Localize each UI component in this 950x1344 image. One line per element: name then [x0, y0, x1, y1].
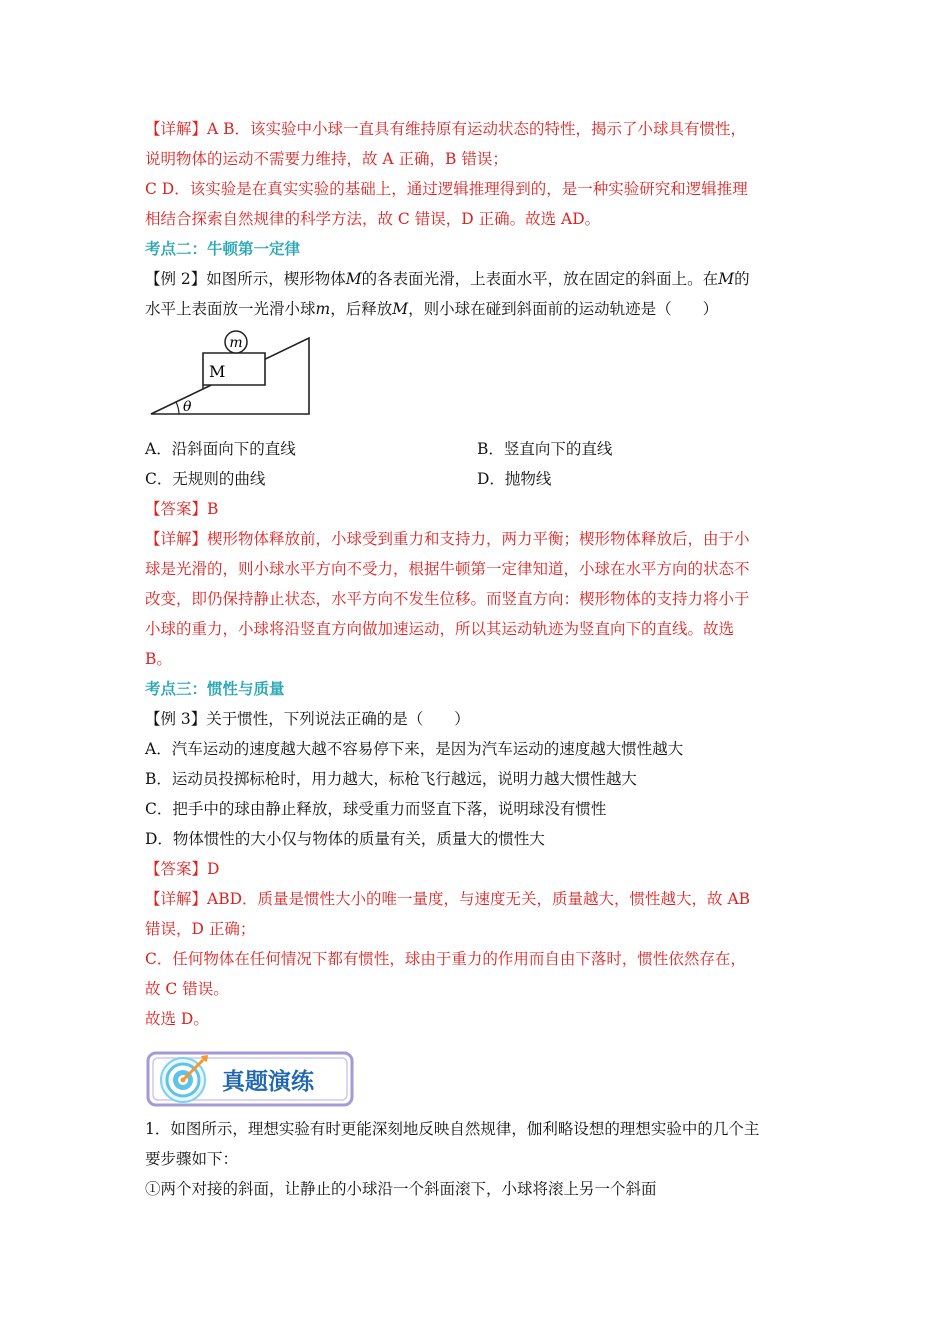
solution-line: 小球的重力，小球将沿竖直方向做加速运动，所以其运动轨迹为竖直向下的直线。故选 — [145, 620, 735, 638]
question-1-line: 1．如图所示，理想实验有时更能深刻地反映自然规律，伽利略设想的理想实验中的几个主 — [145, 1120, 760, 1138]
solution-line: 故选 D。 — [145, 1010, 209, 1028]
solution-line: C D．该实验是在真实实验的基础上，通过逻辑推理得到的，是一种实验研究和逻辑推理 — [145, 180, 748, 198]
angle-label: θ — [183, 399, 192, 415]
solution-line: 故 C 错误。 — [145, 980, 229, 998]
option-d: D．抛物线 — [477, 470, 552, 488]
angle-arc — [176, 402, 179, 414]
example-3-question: 【例 3】关于惯性，下列说法正确的是（ ） — [145, 710, 470, 728]
option-a: A．沿斜面向下的直线 — [145, 440, 296, 458]
ball-label: m — [229, 335, 243, 351]
question-1-line: 要步骤如下： — [145, 1150, 239, 1168]
wedge-diagram — [145, 328, 315, 428]
solution-line: 【详解】A B．该实验中小球一直具有维持原有运动状态的特性，揭示了小球具有惯性， — [145, 120, 747, 138]
wedge-figure — [145, 328, 810, 428]
solution-line: 说明物体的运动不需要力维持，故 A 正确，B 错误； — [145, 150, 508, 168]
solution-line: 改变，即仍保持静止状态，水平方向不发生位移。而竖直方向：楔形物体的支持力将小于 — [145, 590, 750, 608]
option-c: C．把手中的球由静止释放，球受重力而竖直下落，说明球没有惯性 — [145, 800, 607, 818]
option-a: A．汽车运动的速度越大越不容易停下来，是因为汽车运动的速度越大惯性越大 — [145, 740, 684, 758]
option-b: B．竖直向下的直线 — [477, 440, 613, 458]
section-banner — [145, 1048, 810, 1114]
solution-line: 错误，D 正确； — [145, 920, 256, 938]
solution-line: 相结合探索自然规律的科学方法，故 C 错误，D 正确。故选 AD。 — [145, 210, 601, 228]
options-row — [145, 434, 810, 464]
solution-line: B。 — [145, 650, 172, 668]
solution-line: 【详解】楔形物体释放前，小球受到重力和支持力，两力平衡；楔形物体释放后，由于小 — [145, 530, 750, 548]
document-page — [145, 114, 810, 1204]
solution-line: C．任何物体在任何情况下都有惯性，球由于重力的作用而自由下落时，惯性依然存在， — [145, 950, 746, 968]
section-heading-2: 考点二：牛顿第一定律 — [145, 239, 301, 258]
answer-2: 【答案】B — [145, 500, 219, 518]
example-2-question-cont: 水平上表面放一光滑小球m，后释放M，则小球在碰到斜面前的运动轨迹是（ ） — [145, 300, 719, 318]
option-d: D．物体惯性的大小仅与物体的质量有关，质量大的惯性大 — [145, 830, 545, 848]
solution-line: 球是光滑的，则小球水平方向不受力，根据牛顿第一定律知道，小球在水平方向的状态不 — [145, 560, 750, 578]
banner-title: 真题演练 — [222, 1069, 314, 1095]
question-1-line: ①两个对接的斜面，让静止的小球沿一个斜面滚下，小球将滚上另一个斜面 — [145, 1180, 657, 1198]
option-c: C．无规则的曲线 — [145, 470, 266, 488]
section-heading-3: 考点三：惯性与质量 — [145, 679, 285, 698]
option-b: B．运动员投掷标枪时，用力越大，标枪飞行越远，说明力越大惯性越大 — [145, 770, 637, 788]
banner-graphic — [145, 1048, 357, 1110]
options-row — [145, 464, 810, 494]
solution-line: 【详解】ABD．质量是惯性大小的唯一量度，与速度无关，质量越大，惯性越大，故 AB — [145, 890, 751, 908]
block-label: M — [209, 362, 226, 381]
answer-3: 【答案】D — [145, 860, 220, 878]
example-2-question: 【例 2】如图所示，楔形物体M的各表面光滑，上表面水平，放在固定的斜面上。在M的 — [145, 270, 750, 288]
